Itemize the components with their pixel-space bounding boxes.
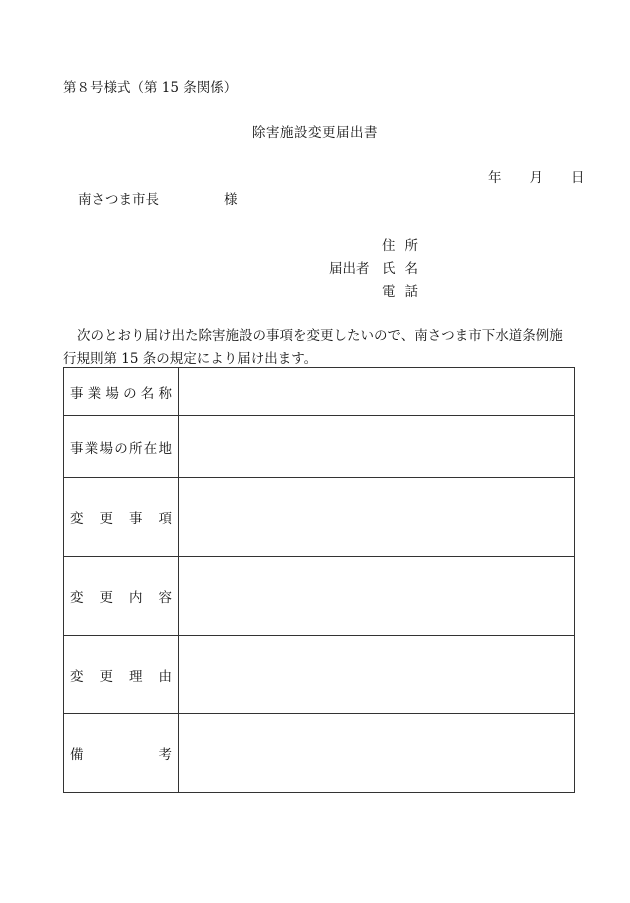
date-month-label: 月 [529,170,543,186]
row-label-text: 変 更 理 由 [70,668,172,685]
document-title: 除害施設変更届出書 [252,125,378,141]
row-label-text: 事 業 場 の 所 在 地 [70,440,172,457]
row-value-field[interactable] [179,557,575,636]
row-label [64,478,179,557]
row-label [64,714,179,793]
addressee-name: 南さつま市長 [78,192,159,208]
row-label [64,557,179,636]
address-label: 住所 [382,238,427,254]
table-row [64,557,575,636]
row-value-field[interactable] [179,368,575,416]
row-value-field[interactable] [179,478,575,557]
date-day-label: 日 [571,170,585,186]
form-table [63,367,575,793]
row-label-text: 事 業 場 の 名 称 [70,385,172,402]
date-year-label: 年 [488,170,502,186]
phone-label: 電話 [382,284,427,300]
row-label [64,636,179,714]
row-value-field[interactable] [179,416,575,478]
row-value-field[interactable] [179,714,575,793]
row-value-field[interactable] [179,636,575,714]
table-row [64,416,575,478]
table-row [64,368,575,416]
row-label [64,368,179,416]
row-label-text: 変 更 内 容 [70,590,172,606]
row-label-text: 備 考 [70,747,172,763]
form-number: 第８号様式（第 15 条関係） [63,80,238,96]
name-label: 氏名 [382,261,427,277]
applicant-label: 届出者 [329,261,370,277]
table-row [64,636,575,714]
date-line [460,172,585,186]
table-row [64,714,575,793]
body-text: 次のとおり届け出た除害施設の事項を変更したいので、南さつま市下水道条例施行規則第 15 条の規定により届け出ます。 [63,328,563,367]
table-row [64,478,575,557]
addressee-suffix: 様 [224,192,238,208]
row-label [64,416,179,478]
row-label-text: 変 更 事 項 [70,511,172,527]
